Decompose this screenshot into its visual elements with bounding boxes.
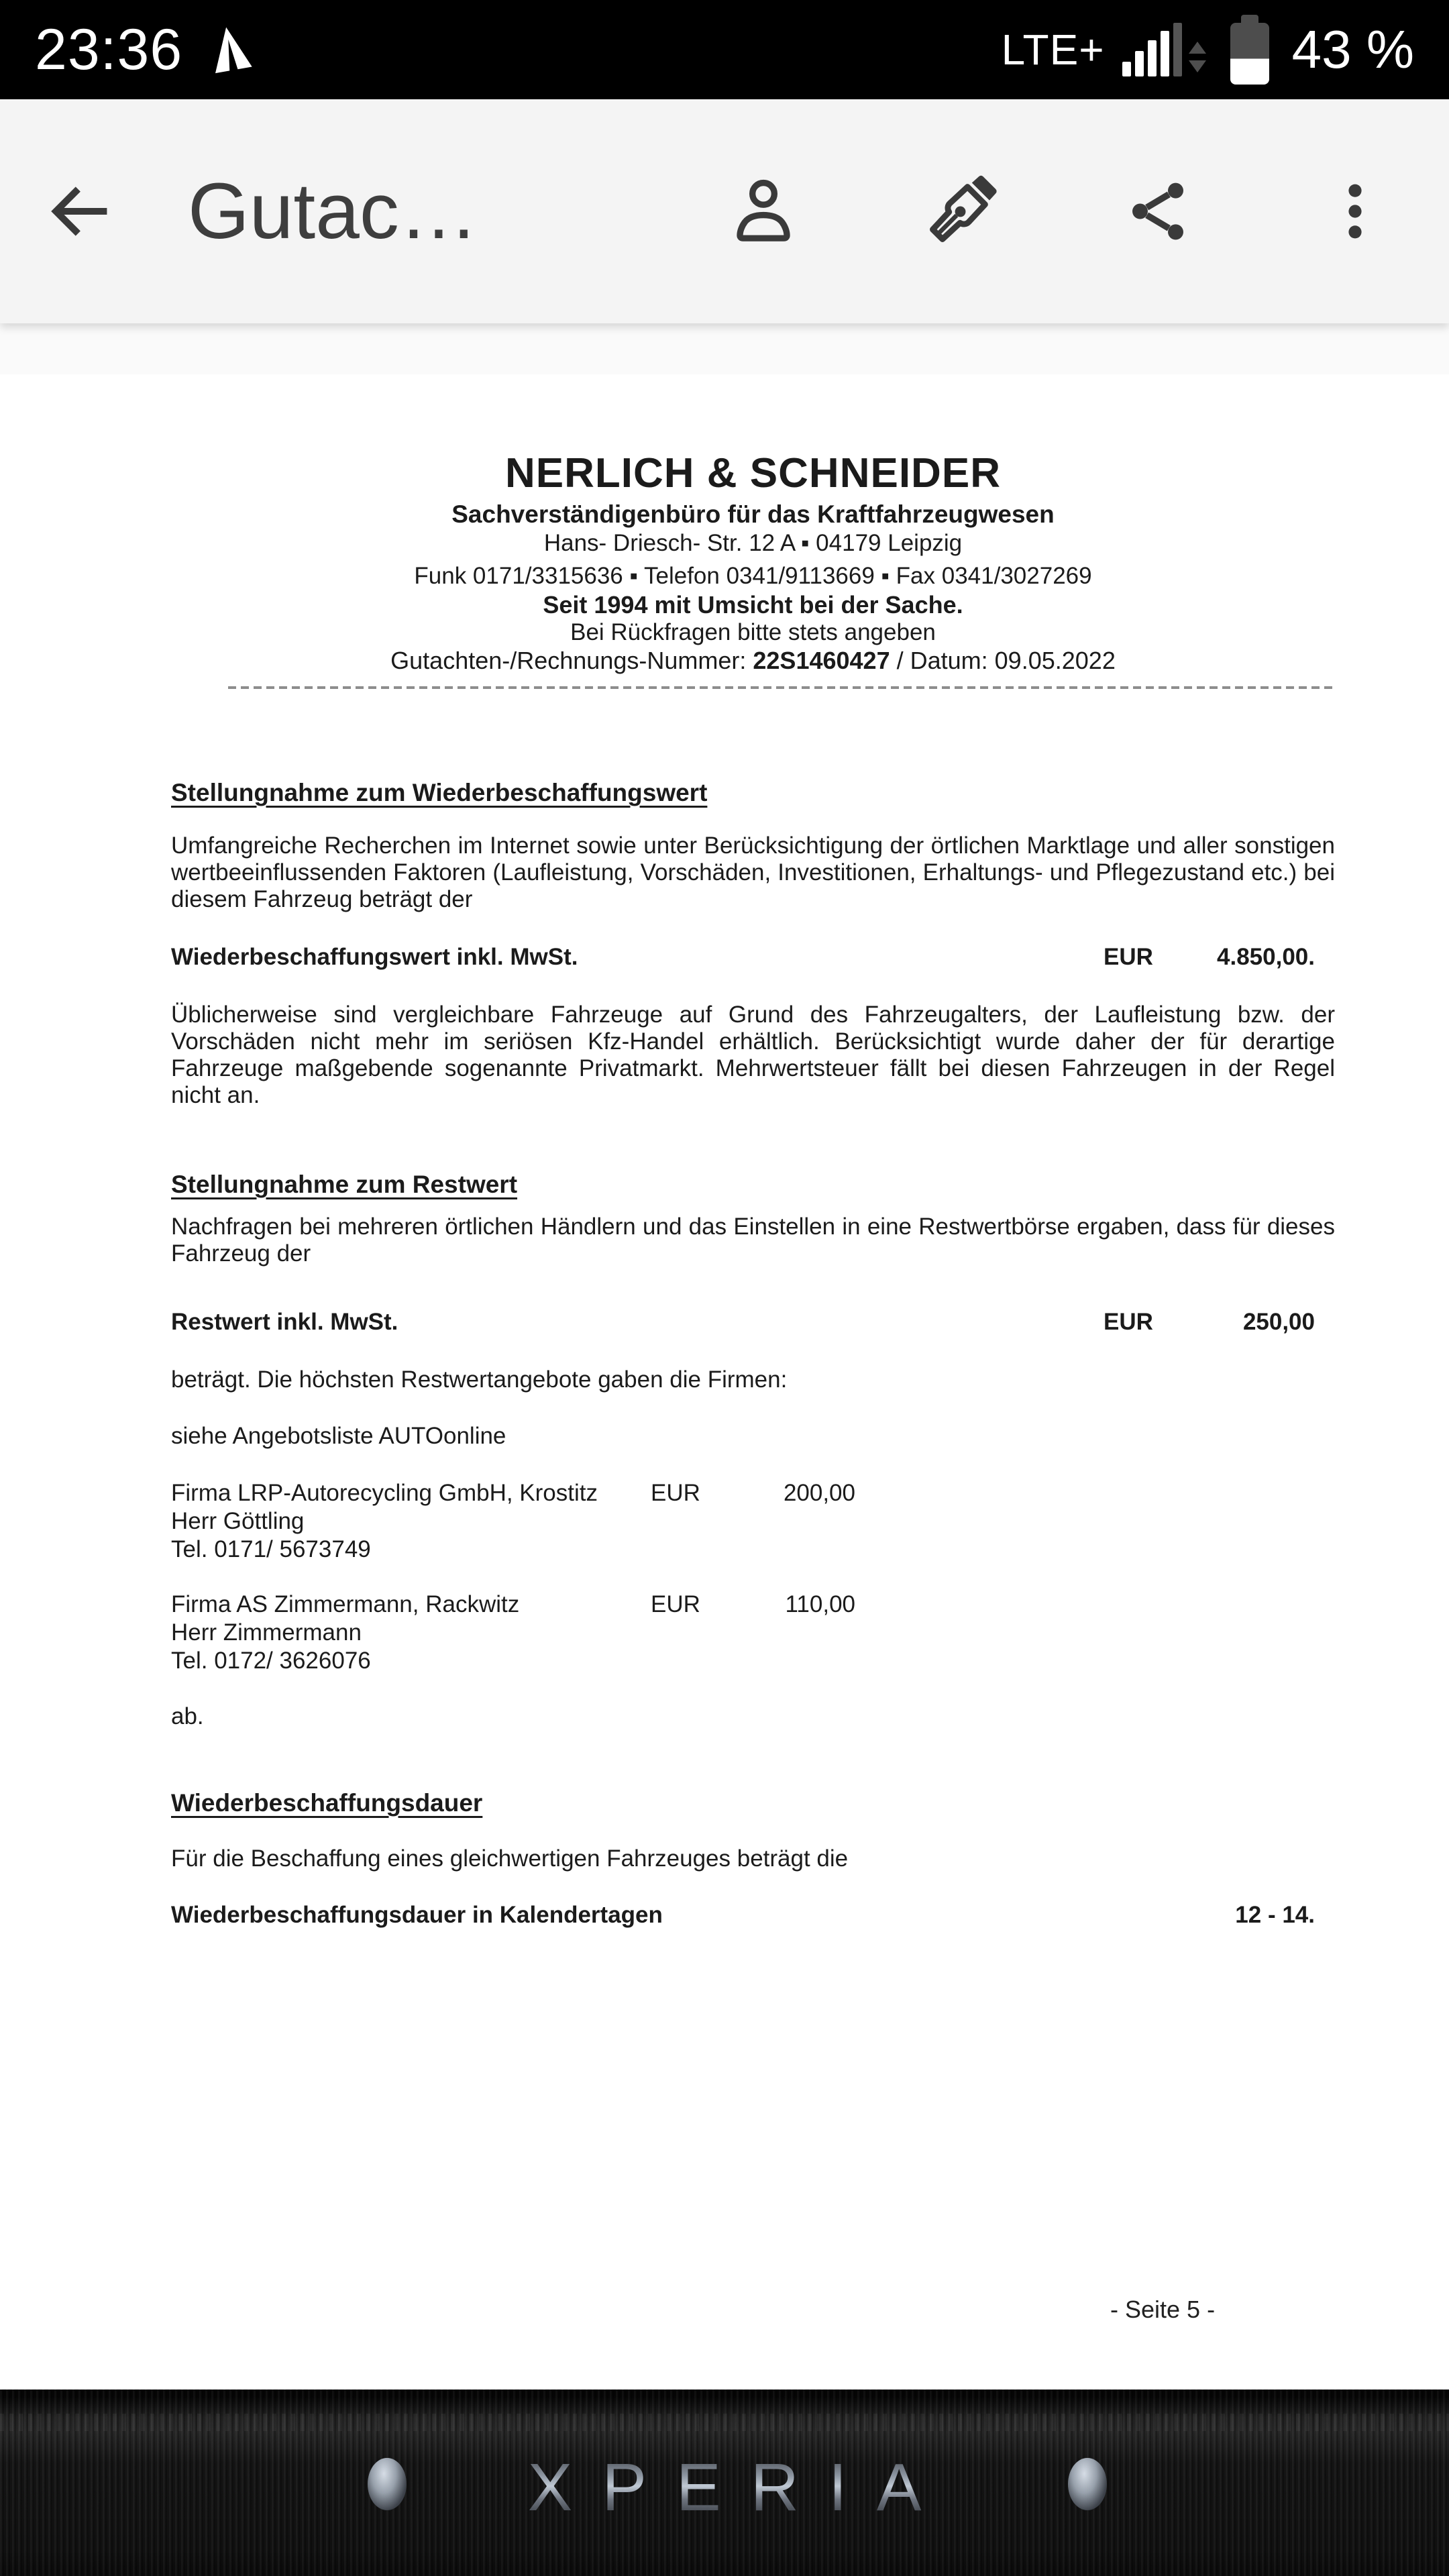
company-name: NERLICH & SCHNEIDER (505, 450, 1001, 496)
reference-note: Bei Rückfragen bitte stets angeben (570, 619, 936, 645)
share-button[interactable] (1119, 172, 1197, 250)
pdf-viewer-background (0, 323, 1449, 374)
amount: 12 - 14. (1235, 1902, 1315, 1928)
offers-note: siehe Angebotsliste AUTOonline (171, 1423, 506, 1449)
device-brand-logo: XPERIA (0, 2454, 1449, 2521)
offer-company: Firma AS Zimmermann, Rackwitz (171, 1591, 520, 1617)
paragraph: Üblicherweise sind vergleichbare Fahrzeuge auf Grund des Fahrzeugalters, der Laufleistung bzw. der Vorschäden nicht mehr im seriösen Kfz-Handel erhältlich. Berücksichtigt wurde daher der für derartige Fahrzeuge maßgebende sogenannte Privatmarkt. Mehrwertsteuer fällt bei diesen Fahrzeugen in der Regel nicht an. (171, 1002, 1335, 1108)
currency-label: EUR (651, 1591, 700, 1617)
amount: 250,00 (1242, 1309, 1315, 1335)
paragraph: Nachfragen bei mehreren örtlichen Händlern und das Einstellen in eine Restwertbörse ergaben, dass für dieses Fahrzeug der (171, 1214, 1335, 1267)
offer-company: Firma LRP-Autorecycling GmbH, Krostitz (171, 1480, 598, 1506)
offer-company-line (171, 1479, 1335, 1507)
company-slogan: Seit 1994 mit Umsicht bei der Sache. (543, 591, 963, 619)
reference-date: / Datum: 09.05.2022 (896, 647, 1116, 674)
offer-row (171, 1591, 1335, 1675)
pen-nib-icon (923, 174, 998, 249)
value-row-wiederbeschaffungsdauer (171, 1902, 1335, 1929)
status-bar (0, 0, 1449, 99)
paragraph: Umfangreiche Recherchen im Internet sowie unter Berücksichtigung der örtlichen Marktlage und aller sonstigen wertbeeinflussenden Faktoren (Laufleistung, Vorschäden, Investitionen, Erhaltungs- und Pflegezustand etc.) bei diesem Fahrzeug beträgt der (171, 833, 1335, 912)
device-bezel (0, 2390, 1449, 2576)
paragraph: Für die Beschaffung eines gleichwertigen Fahrzeuges beträgt die (171, 1845, 849, 1872)
value-label: Wiederbeschaffungswert inkl. MwSt. (171, 944, 578, 970)
value-row-wiederbeschaffungswert (171, 944, 1335, 971)
person-icon (726, 174, 801, 249)
offer-phone: Tel. 0171/ 5673749 (171, 1536, 371, 1562)
offer-contact: Herr Zimmermann (171, 1619, 362, 1646)
battery-percent-label: 43 % (1291, 19, 1414, 79)
heading-wiederbeschaffungsdauer: Wiederbeschaffungsdauer (171, 1789, 483, 1817)
bezel-texture-seam (0, 2414, 1449, 2431)
letterhead-divider (228, 686, 1335, 689)
currency-label: EUR (1104, 944, 1153, 970)
reference-label: Gutachten-/Rechnungs-Nummer: (390, 647, 747, 674)
back-button[interactable] (40, 171, 121, 252)
overflow-menu-icon (1322, 178, 1389, 245)
reference-number: 22S1460427 (753, 647, 890, 674)
value-label: Restwert inkl. MwSt. (171, 1309, 398, 1335)
closing-word: ab. (171, 1703, 204, 1729)
send-icon (205, 25, 255, 74)
clock: 23:36 (35, 17, 183, 82)
company-contacts: Funk 0171/3315636 ▪ Telefon 0341/9113669 ▪ Fax 0341/3027269 (414, 563, 1092, 589)
amount: 4.850,00. (1217, 944, 1315, 970)
contact-button[interactable] (724, 172, 802, 250)
currency-label: EUR (1104, 1309, 1153, 1335)
reference-line (171, 646, 1335, 676)
letterhead (171, 451, 1335, 676)
offer-company-line (171, 1591, 1335, 1619)
toolbar-actions (724, 172, 1394, 250)
offer-phone: Tel. 0172/ 3626076 (171, 1648, 371, 1674)
heading-restwert: Stellungnahme zum Restwert (171, 1171, 518, 1198)
heading-wiederbeschaffungswert: Stellungnahme zum Wiederbeschaffungswert (171, 779, 708, 806)
company-subtitle: Sachverständigenbüro für das Kraftfahrzeugwesen (451, 500, 1055, 528)
amount: 200,00 (783, 1480, 855, 1506)
app-toolbar (0, 99, 1449, 323)
network-type-label: LTE+ (1001, 25, 1105, 74)
value-row-restwert (171, 1309, 1335, 1336)
document-title: Gutac… (188, 167, 478, 256)
page-number: - Seite 5 - (1110, 2296, 1216, 2323)
data-activity-arrows-icon (1189, 42, 1206, 72)
currency-label: EUR (651, 1480, 700, 1506)
status-bar-left (35, 17, 255, 83)
arrow-left-icon (44, 174, 117, 248)
status-bar-right (1002, 15, 1414, 85)
value-label: Wiederbeschaffungsdauer in Kalendertagen (171, 1902, 663, 1928)
company-address: Hans- Driesch- Str. 12 A ▪ 04179 Leipzig (543, 530, 963, 556)
signal-strength-icon (1122, 23, 1206, 76)
offer-contact: Herr Göttling (171, 1508, 305, 1534)
paragraph: beträgt. Die höchsten Restwertangebote gaben die Firmen: (171, 1366, 788, 1393)
amount: 110,00 (785, 1591, 855, 1617)
offer-row (171, 1479, 1335, 1564)
pdf-page[interactable] (0, 374, 1449, 2390)
battery-icon (1230, 15, 1269, 85)
more-options-button[interactable] (1316, 172, 1394, 250)
sign-button[interactable] (922, 172, 1000, 250)
share-icon (1122, 176, 1193, 247)
